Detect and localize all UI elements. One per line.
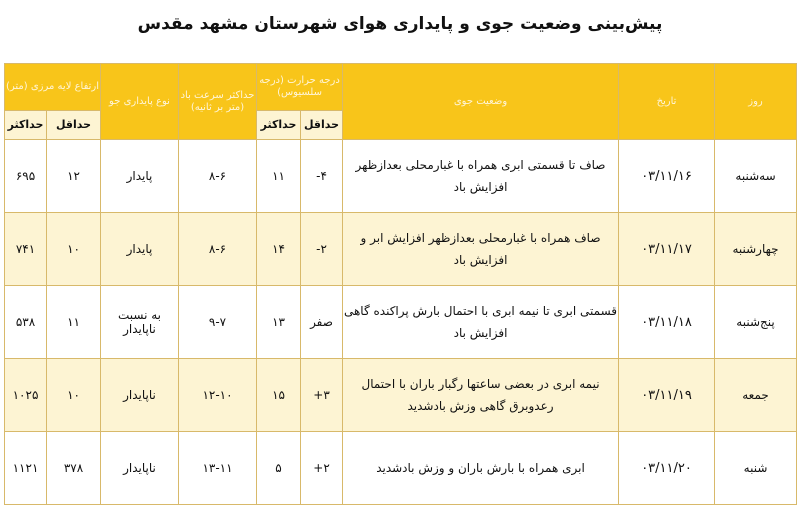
page-title: پیش‌بینی وضعیت جوی و پایداری هوای شهرستان مشهد مقدس — [137, 14, 663, 34]
cell-temp-min: ۴- — [301, 140, 343, 213]
header-temp-min: حداقل — [301, 111, 343, 140]
cell-mix-min: ۱۲ — [47, 140, 101, 213]
header-day: روز — [715, 64, 797, 140]
table-header — [5, 64, 797, 140]
table-row — [5, 286, 797, 359]
cell-mix-max: ۱۰۲۵ — [5, 359, 47, 432]
header-mixing-height: ارتفاع لایه مرزی (متر) — [5, 64, 101, 111]
cell-mix-max: ۵۳۸ — [5, 286, 47, 359]
cell-day: شنبه — [715, 432, 797, 505]
cell-mix-min: ۱۰ — [47, 213, 101, 286]
cell-wind: ۸-۶ — [179, 140, 257, 213]
cell-mix-min: ۱۰ — [47, 359, 101, 432]
cell-temp-max: ۱۱ — [257, 140, 301, 213]
header-mix-max: حداکثر — [5, 111, 47, 140]
table-row — [5, 359, 797, 432]
cell-temp-max: ۵ — [257, 432, 301, 505]
cell-temp-min: صفر — [301, 286, 343, 359]
table-row — [5, 140, 797, 213]
cell-wind: ۱۲-۱۰ — [179, 359, 257, 432]
cell-condition: نیمه ابری در بعضی ساعتها رگبار باران با احتمال رعدوبرق گاهی وزش بادشدید — [343, 359, 619, 432]
cell-temp-min: ۲- — [301, 213, 343, 286]
cell-condition: قسمتی ابری تا نیمه ابری با احتمال بارش پراکنده گاهی افزایش باد — [343, 286, 619, 359]
cell-temp-max: ۱۵ — [257, 359, 301, 432]
cell-condition: ابری همراه با بارش باران و وزش بادشدید — [343, 432, 619, 505]
cell-date: ۰۳/۱۱/۱۹ — [619, 359, 715, 432]
table-body — [5, 140, 797, 505]
cell-temp-min: ۲+ — [301, 432, 343, 505]
header-temp-max: حداکثر — [257, 111, 301, 140]
cell-date: ۰۳/۱۱/۱۶ — [619, 140, 715, 213]
forecast-table — [4, 63, 797, 505]
cell-day: سه‌شنبه — [715, 140, 797, 213]
cell-day: پنج‌شنبه — [715, 286, 797, 359]
cell-day: چهارشنبه — [715, 213, 797, 286]
header-condition: وضعیت جوی — [343, 64, 619, 140]
header-stability: نوع پایداری جو — [101, 64, 179, 140]
cell-mix-min: ۱۱ — [47, 286, 101, 359]
table-row — [5, 432, 797, 505]
cell-temp-max: ۱۳ — [257, 286, 301, 359]
cell-mix-max: ۶۹۵ — [5, 140, 47, 213]
cell-stability: ناپایدار — [101, 432, 179, 505]
cell-stability: به نسبت ناپایدار — [101, 286, 179, 359]
cell-wind: ۸-۶ — [179, 213, 257, 286]
header-wind: حداکثر سرعت باد (متر بر ثانیه) — [179, 64, 257, 140]
header-mix-min: حداقل — [47, 111, 101, 140]
cell-temp-max: ۱۴ — [257, 213, 301, 286]
cell-date: ۰۳/۱۱/۱۷ — [619, 213, 715, 286]
cell-day: جمعه — [715, 359, 797, 432]
cell-mix-max: ۷۴۱ — [5, 213, 47, 286]
header-date: تاریخ — [619, 64, 715, 140]
cell-wind: ۹-۷ — [179, 286, 257, 359]
header-temperature: درجه حرارت (درجه سلسیوس) — [257, 64, 343, 111]
cell-stability: پایدار — [101, 213, 179, 286]
cell-mix-min: ۳۷۸ — [47, 432, 101, 505]
cell-date: ۰۳/۱۱/۲۰ — [619, 432, 715, 505]
cell-condition: صاف همراه با غبارمحلی بعدازظهر افزایش ابر و افزایش باد — [343, 213, 619, 286]
cell-stability: پایدار — [101, 140, 179, 213]
cell-wind: ۱۳-۱۱ — [179, 432, 257, 505]
cell-stability: ناپایدار — [101, 359, 179, 432]
table-row — [5, 213, 797, 286]
cell-date: ۰۳/۱۱/۱۸ — [619, 286, 715, 359]
cell-temp-min: ۳+ — [301, 359, 343, 432]
cell-mix-max: ۱۱۲۱ — [5, 432, 47, 505]
cell-condition: صاف تا قسمتی ابری همراه با غبارمحلی بعدازظهر افزایش باد — [343, 140, 619, 213]
